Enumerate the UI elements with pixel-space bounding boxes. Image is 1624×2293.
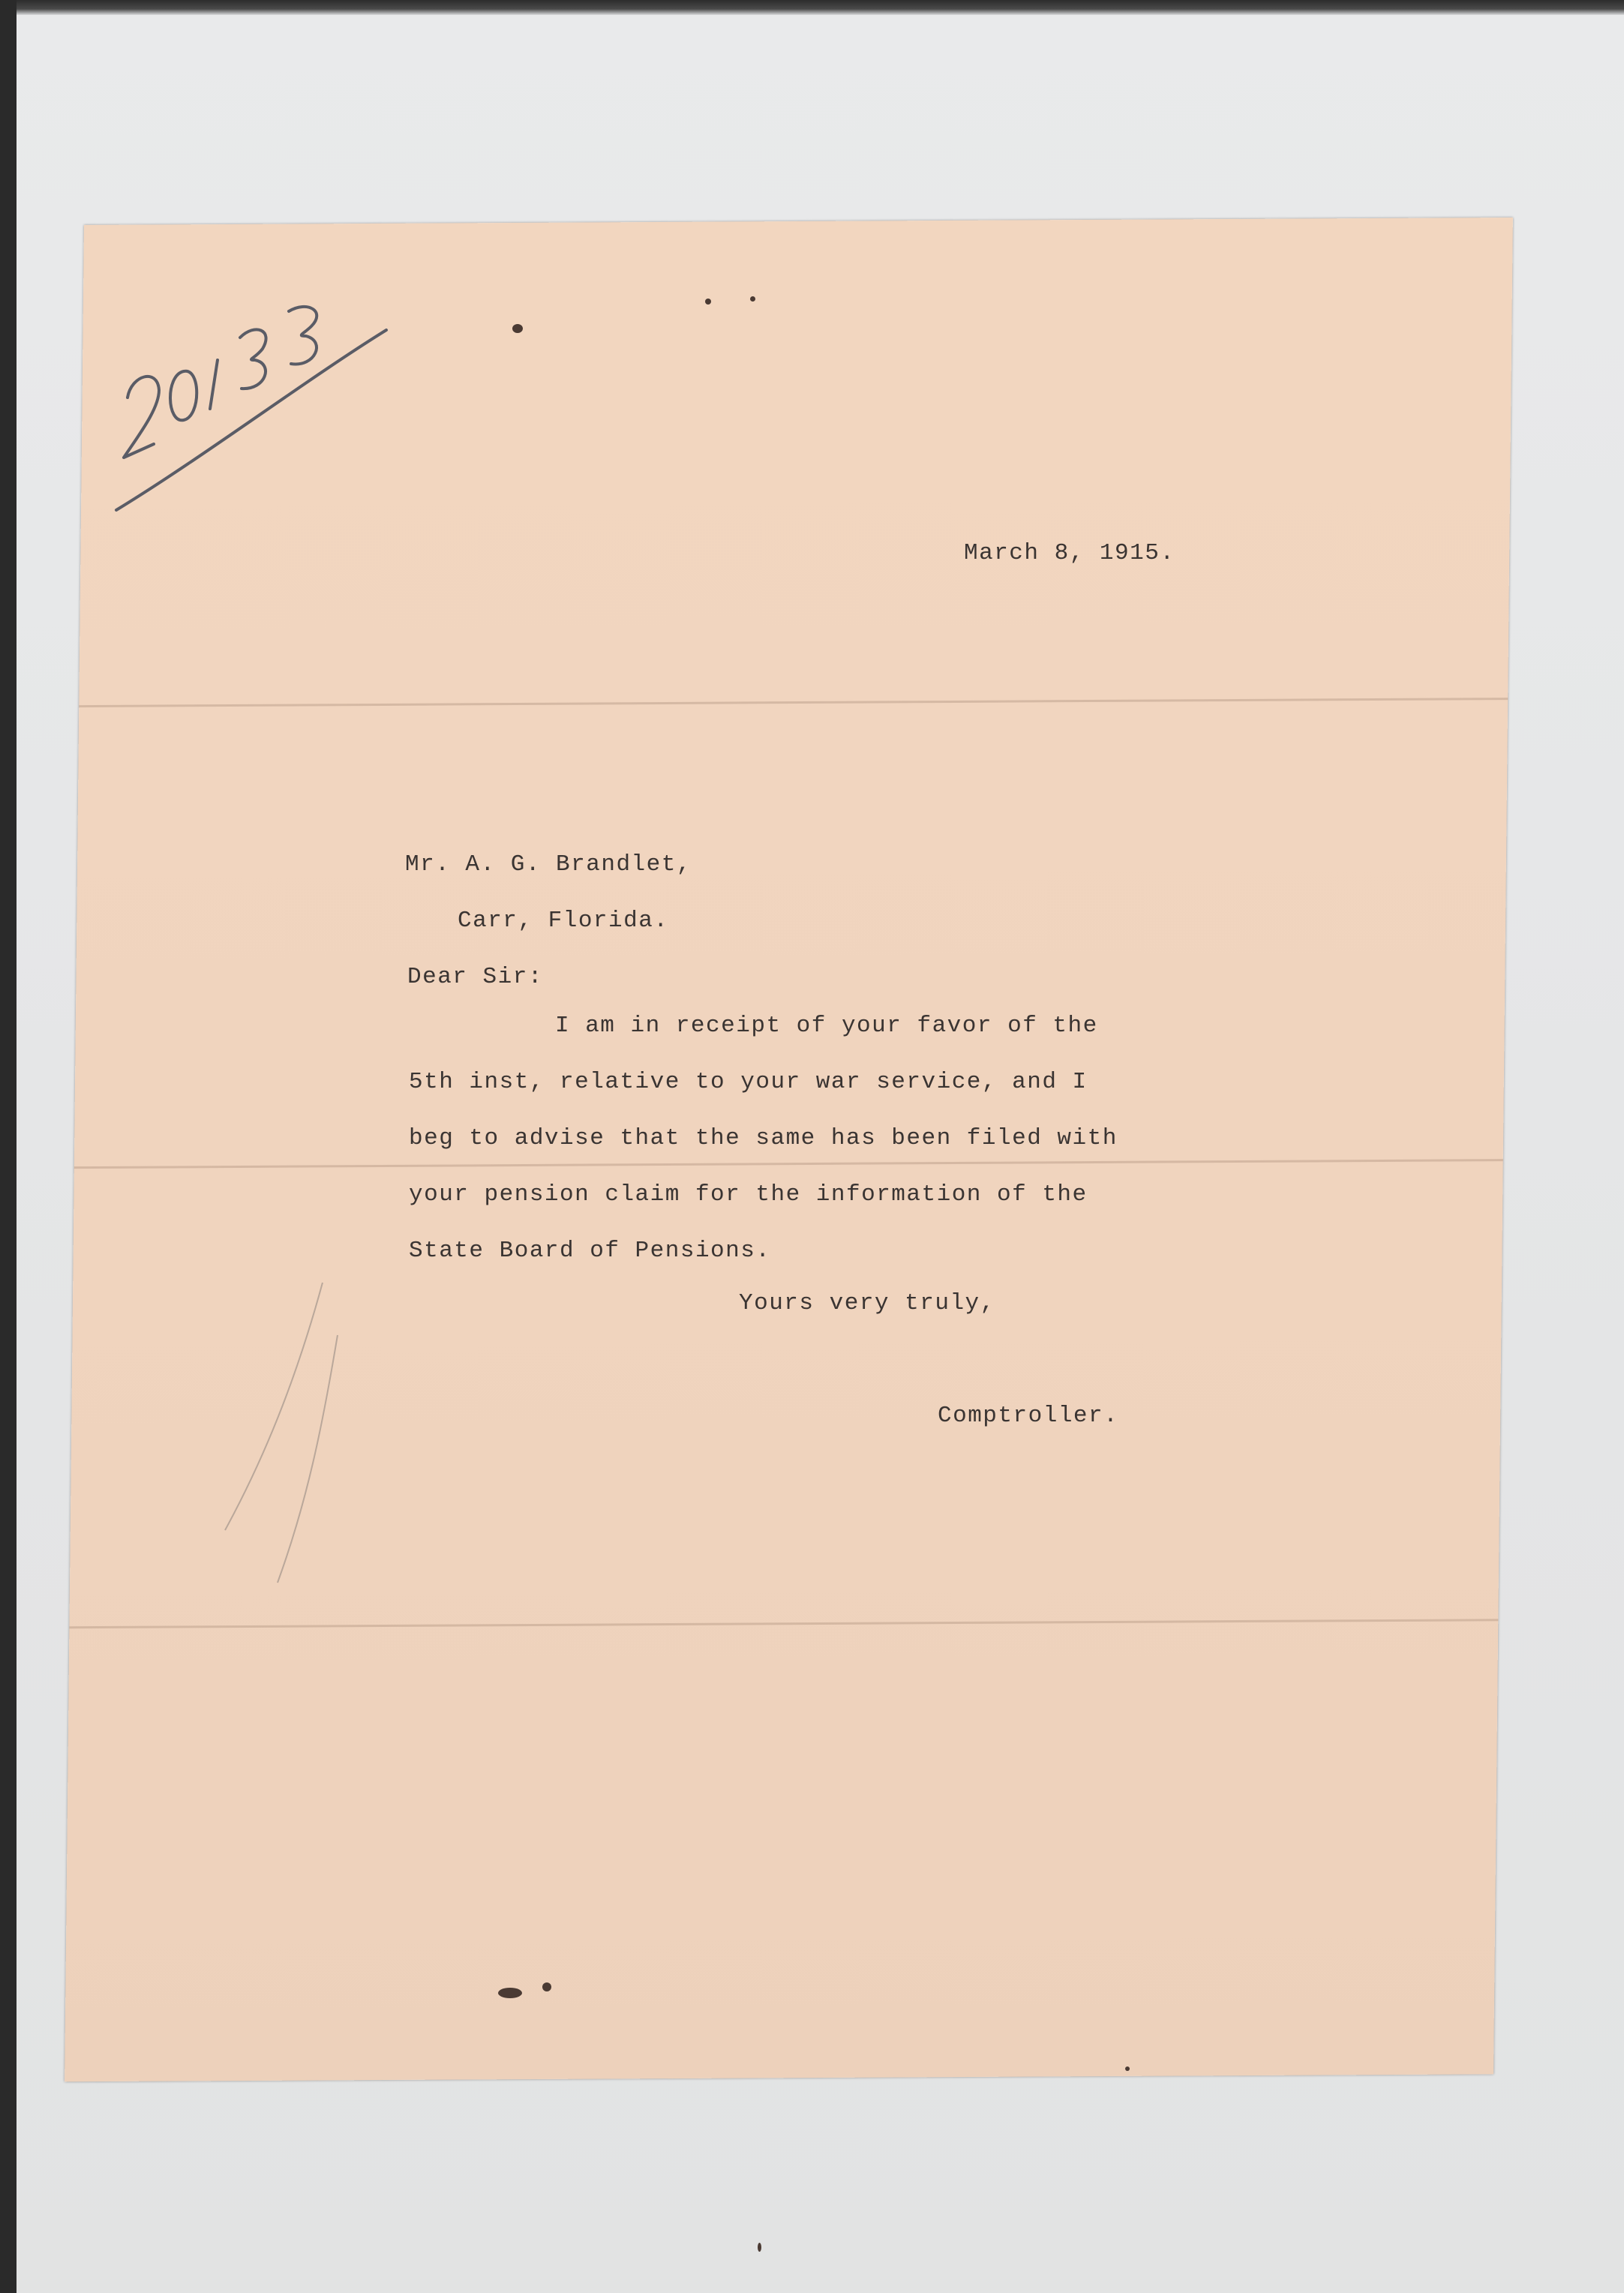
- signature-title: Comptroller.: [938, 1403, 1119, 1429]
- scan-top-edge: [0, 0, 1624, 15]
- complimentary-close: Yours very truly,: [739, 1290, 995, 1316]
- paper-fold-line: [69, 1619, 1498, 1628]
- addressee-location: Carr, Florida.: [458, 908, 669, 934]
- paper-fold-line: [74, 1159, 1503, 1169]
- body-line: your pension claim for the information of the: [409, 1181, 1088, 1208]
- paper-fold-line: [79, 698, 1508, 707]
- body-line: beg to advise that the same has been filed with: [409, 1125, 1118, 1151]
- paper-speck: [750, 296, 755, 302]
- letter-date: March 8, 1915.: [964, 540, 1175, 566]
- body-line: I am in receipt of your favor of the: [555, 1013, 1098, 1039]
- body-line: State Board of Pensions.: [409, 1238, 771, 1264]
- body-line: 5th inst, relative to your war service, and I: [409, 1069, 1088, 1095]
- handwritten-file-number: [113, 248, 398, 525]
- paper-speck: [512, 324, 523, 333]
- paper-speck: [705, 299, 711, 305]
- ink-stain: [542, 1982, 551, 1991]
- addressee-name: Mr. A. G. Brandlet,: [405, 851, 692, 878]
- paper-speck: [1125, 2066, 1130, 2071]
- paper-speck: [758, 2243, 761, 2252]
- scan-left-edge: [0, 0, 17, 2293]
- ink-stain: [498, 1988, 522, 1998]
- pencil-scribble: [210, 1275, 360, 1590]
- salutation: Dear Sir:: [407, 964, 543, 990]
